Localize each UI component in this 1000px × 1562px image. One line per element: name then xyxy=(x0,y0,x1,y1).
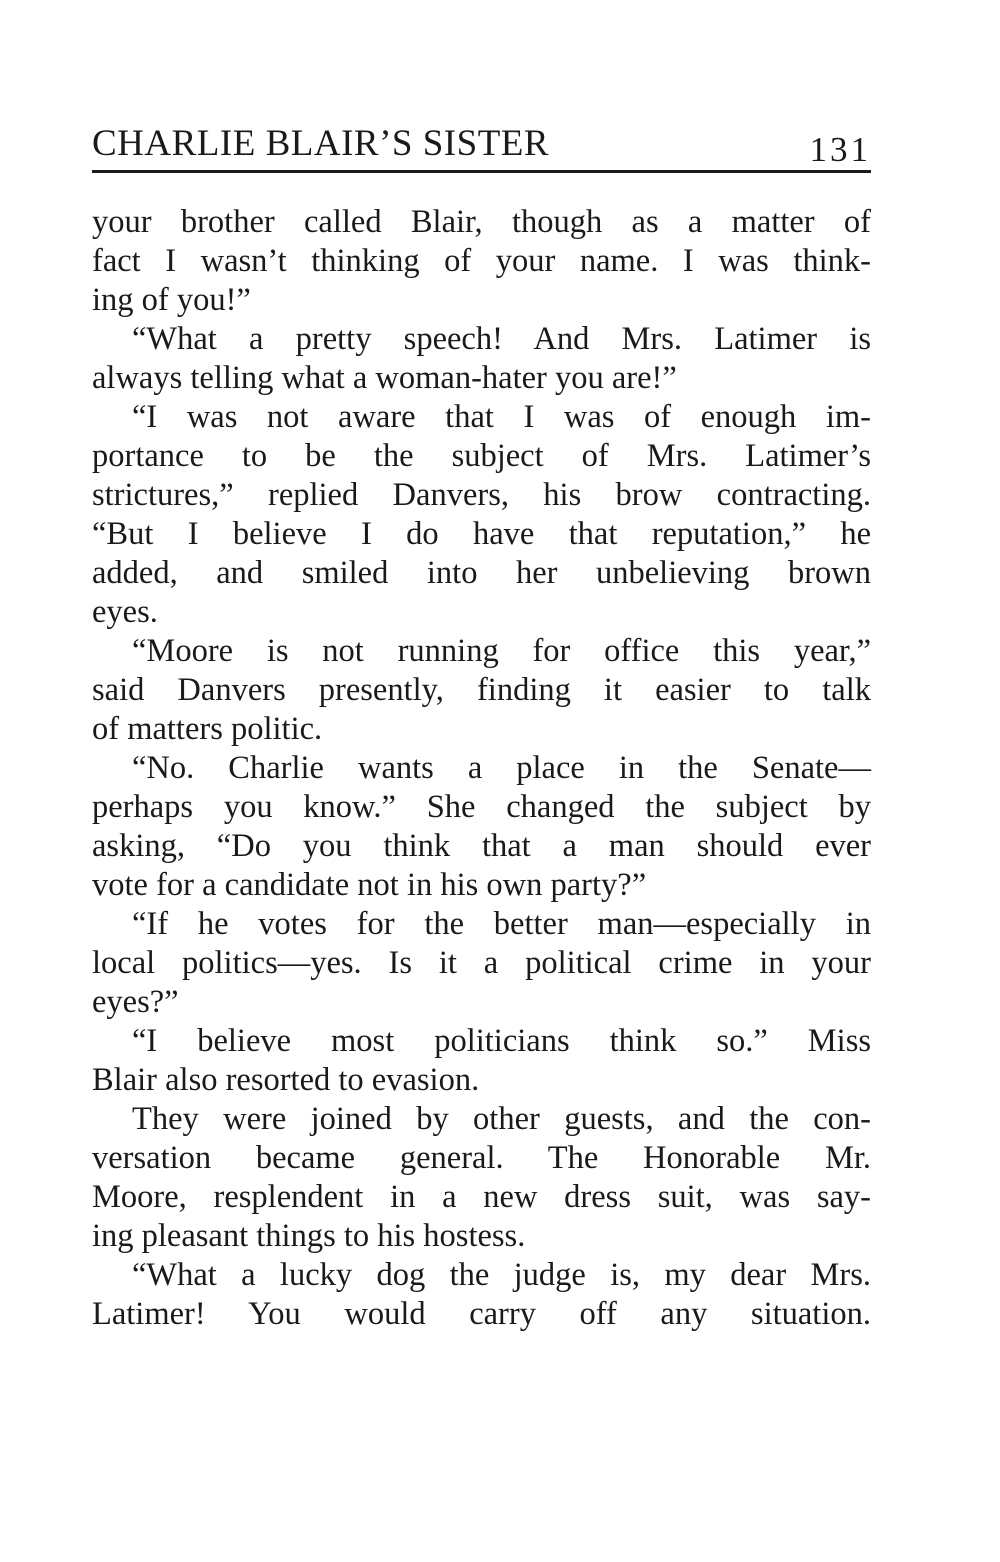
text-line: portance to be the subject of Mrs. Latimer’s xyxy=(92,438,871,474)
text-line: “But I believe I do have that reputation,” he xyxy=(92,516,871,552)
page-number: 131 xyxy=(809,130,871,169)
text-line: “What a lucky dog the judge is, my dear Mrs. xyxy=(132,1257,871,1293)
text-line: asking, “Do you think that a man should ever xyxy=(92,828,871,864)
text-line: vote for a candidate not in his own party?” xyxy=(92,867,647,903)
text-line: “I believe most politicians think so.” Miss xyxy=(132,1023,871,1059)
text-line: added, and smiled into her unbelieving brown xyxy=(92,555,871,591)
text-line: perhaps you know.” She changed the subject by xyxy=(92,789,871,825)
text-line: always telling what a woman-hater you are!” xyxy=(92,360,677,396)
text-line: local politics—yes. Is it a political crime in your xyxy=(92,945,871,981)
running-header xyxy=(92,118,871,173)
text-line: “Moore is not running for office this year,” xyxy=(132,633,871,669)
running-title: CHARLIE BLAIR’S SISTER xyxy=(92,123,550,164)
text-line: versation became general. The Honorable Mr. xyxy=(92,1140,871,1176)
text-line: eyes?” xyxy=(92,984,179,1020)
text-line: “If he votes for the better man—especially in xyxy=(132,906,871,942)
text-line: your brother called Blair, though as a matter of xyxy=(92,204,871,240)
text-line: ing pleasant things to his hostess. xyxy=(92,1218,526,1254)
text-line: fact I wasn’t thinking of your name. I was think- xyxy=(92,243,871,279)
body-text xyxy=(92,203,871,1334)
text-line: Blair also resorted to evasion. xyxy=(92,1062,480,1098)
text-line: They were joined by other guests, and the con- xyxy=(132,1101,871,1137)
text-line: said Danvers presently, finding it easier to talk xyxy=(92,672,871,708)
text-line: “No. Charlie wants a place in the Senate— xyxy=(132,750,871,786)
text-line: “I was not aware that I was of enough im- xyxy=(132,399,871,435)
text-line: strictures,” replied Danvers, his brow contracting. xyxy=(92,477,871,513)
text-line: ing of you!” xyxy=(92,282,251,318)
text-line: eyes. xyxy=(92,594,158,630)
book-page xyxy=(92,118,871,1334)
text-line: of matters politic. xyxy=(92,711,323,747)
text-line: “What a pretty speech! And Mrs. Latimer is xyxy=(132,321,871,357)
text-line: Moore, resplendent in a new dress suit, was say- xyxy=(92,1179,871,1215)
text-line: Latimer! You would carry off any situation. xyxy=(92,1296,871,1332)
